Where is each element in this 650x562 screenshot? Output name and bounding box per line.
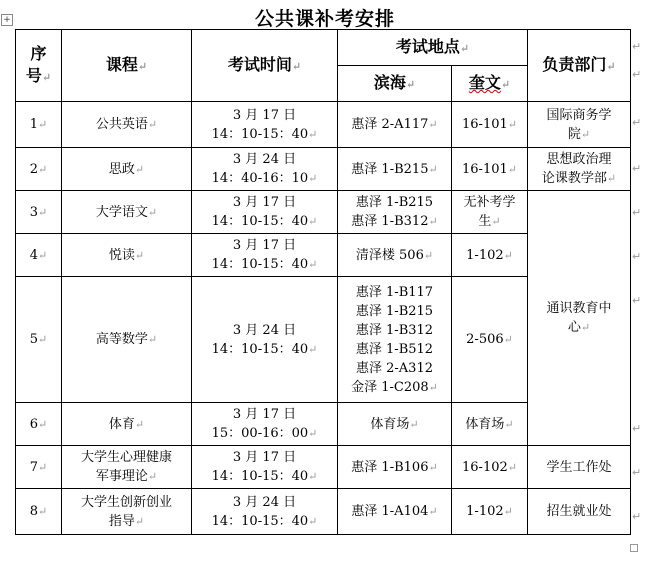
course-name: 大学生心理健康 军事理论↵ — [62, 446, 192, 489]
table-row — [16, 489, 631, 535]
location-kuiwen: 体育场↵ — [452, 403, 528, 446]
row-number: 5↵ — [16, 277, 62, 403]
location-binhai: 惠泽 1-B215 惠泽 1-B312↵ — [338, 191, 452, 234]
exam-time: 3 月 24 日 14：40-16：10↵ — [192, 148, 338, 191]
header-dept: 负责部门↵ — [528, 30, 631, 102]
location-kuiwen: 16-101↵ — [452, 102, 528, 148]
location-binhai: 惠泽 1-B106↵ — [338, 446, 452, 489]
course-name: 大学语文↵ — [62, 191, 192, 234]
location-kuiwen: 1-102↵ — [452, 489, 528, 535]
location-binhai: 惠泽 1-A104↵ — [338, 489, 452, 535]
exam-time: 3 月 17 日 14：10-15：40↵ — [192, 191, 338, 234]
department: 国际商务学 院↵ — [528, 102, 631, 148]
department: 学生工作处 — [528, 446, 631, 489]
exam-time: 3 月 17 日 15：00-16：00↵ — [192, 403, 338, 446]
course-name: 公共英语↵ — [62, 102, 192, 148]
header-course: 课程↵ — [62, 30, 192, 102]
table-row — [16, 446, 631, 489]
header-campus-binhai: 滨海↵ — [338, 66, 452, 102]
location-kuiwen: 无补考学 生↵ — [452, 191, 528, 234]
row-number: 7↵ — [16, 446, 62, 489]
row-number: 3↵ — [16, 191, 62, 234]
table-row — [16, 102, 631, 148]
location-binhai: 清泽楼 506↵ — [338, 234, 452, 277]
location-kuiwen: 1-102↵ — [452, 234, 528, 277]
location-binhai: 惠泽 1-B215↵ — [338, 148, 452, 191]
location-binhai: 体育场↵ — [338, 403, 452, 446]
header-location: 考试地点↵ — [338, 30, 528, 66]
course-name: 悦读↵ — [62, 234, 192, 277]
row-number: 8↵ — [16, 489, 62, 535]
department: 思想政治理 论课教学部↵ — [528, 148, 631, 191]
course-name: 体育↵ — [62, 403, 192, 446]
table-row — [16, 191, 631, 234]
row-number: 1↵ — [16, 102, 62, 148]
course-name: 高等数学↵ — [62, 277, 192, 403]
row-number: 4↵ — [16, 234, 62, 277]
course-name: 思政↵ — [62, 148, 192, 191]
table-anchor-icon[interactable]: + — [1, 14, 13, 26]
table-resize-handle[interactable] — [630, 544, 638, 552]
header-campus-kuiwen: 奎文↵ — [452, 66, 528, 102]
department: 通识教育中 心↵ — [528, 191, 631, 446]
exam-time: 3 月 24 日 14：10-15：40↵ — [192, 489, 338, 535]
location-binhai: 惠泽 2-A117↵ — [338, 102, 452, 148]
header-time: 考试时间↵ — [192, 30, 338, 102]
location-kuiwen: 16-102↵ — [452, 446, 528, 489]
location-kuiwen: 2-506↵ — [452, 277, 528, 403]
table-row — [16, 148, 631, 191]
exam-time: 3 月 17 日 14：10-15：40↵ — [192, 102, 338, 148]
row-number: 2↵ — [16, 148, 62, 191]
page-title: 公共课补考安排 — [254, 8, 395, 30]
department: 招生就业处 — [528, 489, 631, 535]
course-name: 大学生创新创业 指导↵ — [62, 489, 192, 535]
header-seq: 序 号↵ — [16, 30, 62, 102]
exam-time: 3 月 24 日 14：10-15：40↵ — [192, 277, 338, 403]
exam-time: 3 月 17 日 14：10-15：40↵ — [192, 234, 338, 277]
exam-time: 3 月 17 日 14：10-15：40↵ — [192, 446, 338, 489]
location-kuiwen: 16-101↵ — [452, 148, 528, 191]
location-binhai: 惠泽 1-B117 惠泽 1-B215 惠泽 1-B312 惠泽 1-B512 惠泽 2-A312 金泽 1-C208↵ — [338, 277, 452, 403]
row-number: 6↵ — [16, 403, 62, 446]
exam-schedule-table — [15, 29, 631, 535]
